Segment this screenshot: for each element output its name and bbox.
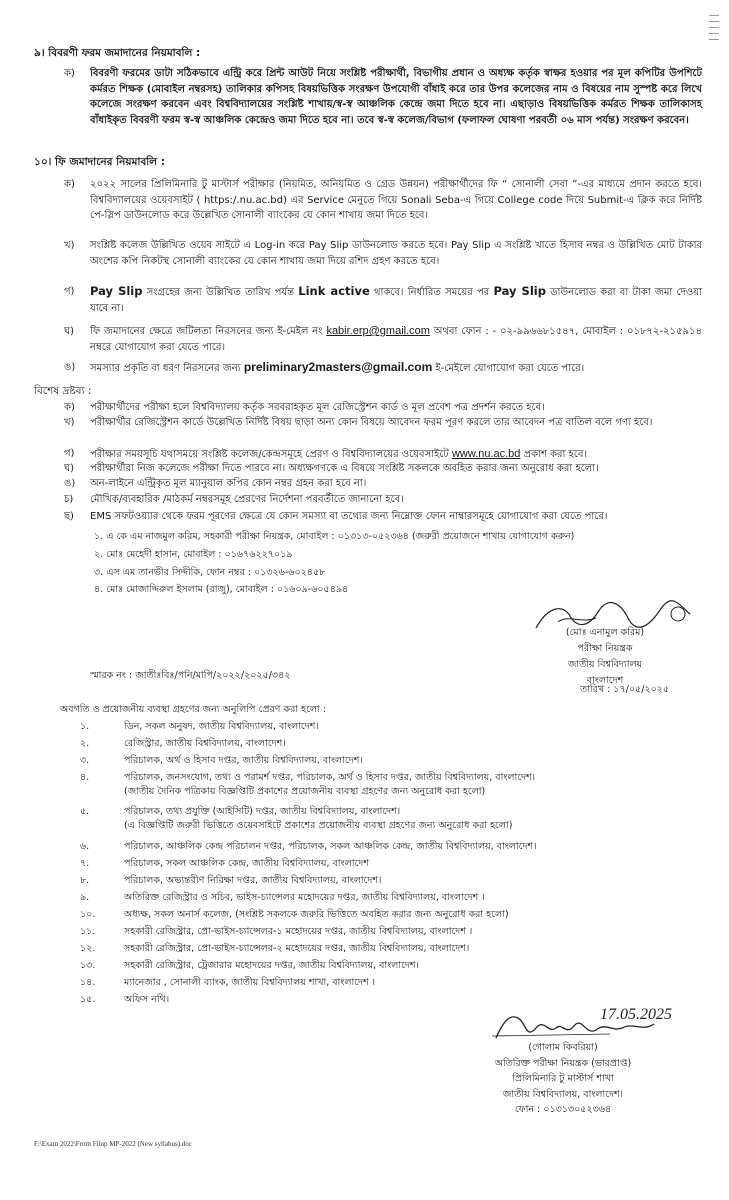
item-text: বিবরণী ফরমের ডাটা সঠিকভাবে এন্ট্রি করে প্রিন্ট আউট নিয়ে সংশ্লিষ্ট পরীক্ষার্থী, বিভাগীয় প্রধান ও অধ্যক্ষ কর্তৃক স্বাক্ষর হওয়ার পর মূল কপিটির উপশিটে কর্মরত শিক্ষক (মোবাইল নম্বরসহ) তালিকার কপিসহ বিষয়ভিত্তিক সংরক্ষণ উপযোগী বাঁধাই করে তার উপর কলেজের নাম ও বিষয়ের নাম সুস্পষ্ট করে লিখে কলেজে সংরক্ষণ করবেন এবং বিশ্ববিদ্যালয়ের সংশ্লিষ্ট শাখায়/স্ব-স্ব আঞ্চলিক কেন্দ্রে জমা দিতে হবে না। এছাড়াও বিষয়ভিত্তিক কর্মরত শিক্ষক তালিকাসহ বাঁধাইকৃত বিবরণী ফরম স্ব-স্ব আঞ্চলিক কেন্দ্রেও জমা দিতে হবে না। তবে স্ব-স্ব কলেজ/বিভাগ (ফলাফল ঘোষণা পরবর্তী ০৬ মাস পর্যন্ত) সংরক্ষণ করবেন। <box>90 68 702 126</box>
item-text: পরিচালক, তথ্য প্রযুক্তি (আইসিটি) দপ্তর, জাতীয় বিশ্ববিদ্যালয়, বাংলাদেশ। <box>124 806 401 817</box>
recipient-item <box>80 942 704 956</box>
item-marker: ঘ) <box>64 326 75 337</box>
item-marker: ৫. <box>80 806 90 817</box>
item-text: ম্যানেজার , সোনালী ব্যাংক, জাতীয় বিশ্ববিদ্যালয় শাখা, বাংলাদেশ । <box>124 977 376 988</box>
item-text: প্রকাশ করা হবে। <box>520 449 588 460</box>
recipient-item <box>80 891 704 905</box>
item-text: সংশ্লিষ্ট কলেজ উল্লিখিত ওয়েব সাইটে এ Log-in করে Pay Slip ডাউনলোড করতে হবে। Pay Slip এ সংশ্লিষ্ট খাতে হিসাব নম্বর ও উল্লিখিত মোট টাকার অংশের কপি নিকটস্থ সোনালী ব্যাংকের যে কোন শাখায় জমা দিয়ে রশিদ গ্রহণ করতে হবে। <box>90 240 702 267</box>
signer-name: (গোলাম কিবরিয়া) <box>528 1042 598 1053</box>
recipient-item <box>80 805 704 832</box>
section-10-item-ng <box>64 360 702 377</box>
item-text: পরীক্ষার্থীর রেজিস্ট্রেশন কার্ডে উল্লেখিত নির্দিষ্ট বিষয় ছাড়া অন্য কোন বিষয়ে আবেদন ফরম পূরণ করলে তার আবেদন পত্র বাতিল বলে গণ্য হবে। <box>90 417 653 428</box>
recipient-item <box>80 959 704 973</box>
item-marker: ছ) <box>64 511 74 522</box>
signature-block-additional-controller <box>468 1040 658 1118</box>
note-item <box>64 401 700 415</box>
pay-slip-text: Pay Slip <box>493 284 546 298</box>
item-text: সহকারী রেজিস্ট্রার, ট্রেজারার মহোদয়ের দপ্তর, জাতীয় বিশ্ববিদ্যালয়, বাংলাদেশ। <box>124 960 419 971</box>
item-marker: ক) <box>64 68 75 79</box>
item-text: ২০২২ সালের প্রিলিমিনারি টু মাস্টার্স পরীক্ষার (নিয়মিত, অনিয়মিত ও গ্রেড উন্নয়ন) পরীক্ষার্থীদের ফি “ সোনালী সেবা ”-এর মাধ্যমে প্রদান করতে হবে। বিশ্ববিদ্যালয়ের ওয়েবসাইট ( https:/.nu.ac.bd) এর Service মেনুতে গিয়ে Sonali Seba-এ গিয়ে College code দিয়ে Submit-এ ক্লিক করে নির্দিষ্ট পে-স্লিপ ডাউনলোড করে উল্লেখিত সোনালী ব্যাংকের যে কোন শাখায় জমা দিতে হবে। <box>90 179 702 221</box>
section-10-item-k <box>64 177 702 224</box>
item-text: সহকারী রেজিস্ট্রার, প্রো-ভাইস-চ্যান্সেলর-১ মহোদয়ের দপ্তর, জাতীয় বিশ্ববিদ্যালয়, বাংলাদেশ । <box>124 926 473 937</box>
signature-block-controller <box>505 625 705 689</box>
note-item <box>64 462 700 476</box>
section-10-item-g <box>64 284 703 316</box>
recipient-item <box>80 993 704 1007</box>
contact-line: ৩. এস এম তানভীর সিদ্দীকি, ফোন নম্বর : ০১৩২৬-৬০২৪৫৮ <box>94 567 326 578</box>
memo-intro: অবগতি ও প্রয়োজনীয় ব্যবস্থা গ্রহণের জন্য অনুলিপি প্রেরণ করা হলো : <box>60 704 326 715</box>
recipient-item <box>80 840 704 854</box>
item-text: পরীক্ষার্থীদের পরীক্ষা হলে বিশ্ববিদ্যালয় কর্তৃক সরবরাহকৃত মূল রেজিস্ট্রেশন কার্ড ও মূল প্রবেশ পত্র প্রদর্শন করতে হবে। <box>90 402 545 413</box>
pay-slip-text: Pay Slip <box>90 284 143 298</box>
item-marker: ৮. <box>80 875 90 886</box>
item-marker: ৬. <box>80 841 90 852</box>
note-item <box>64 493 700 507</box>
item-text: পরিচালক, অভ্যন্তরীণ নিরিক্ষা দপ্তর, জাতীয় বিশ্ববিদ্যালয়, বাংলাদেশ। <box>124 875 382 886</box>
item-marker: ৪. <box>80 772 90 783</box>
recipient-item <box>80 874 704 888</box>
recipient-item <box>80 857 704 871</box>
item-marker: ২. <box>80 738 90 749</box>
item-marker: ১১. <box>80 926 96 937</box>
problem-email-link[interactable]: preliminary2masters@gmail.com <box>243 360 433 374</box>
note-item <box>64 477 700 491</box>
item-marker: ১৫. <box>80 994 96 1005</box>
signer-phone: ফোন : ০১৩১৩০৫২৩৬৪ <box>514 1104 612 1115</box>
item-marker: খ) <box>64 417 75 428</box>
signer-title: পরীক্ষা নিয়ন্ত্রক <box>577 643 633 654</box>
item-marker: ১৩. <box>80 960 96 971</box>
note-item <box>64 447 700 462</box>
section-10-item-kh <box>64 238 702 269</box>
website-link[interactable]: www.nu.ac.bd <box>451 448 521 460</box>
item-marker: ঙ) <box>64 478 76 489</box>
memo-reference: স্মারক নং : জাতীঃবিঃ/পনি/মাপি/২০২২/২০২৫/৩৪২ <box>90 670 291 681</box>
item-text: ডাউনলোড করা বা টাকা জমা দেওয়া যাবে না। <box>90 287 703 314</box>
item-marker: ৩. <box>80 755 90 766</box>
item-text: পরিচালক, জনসংযোগ, তথ্য ও পরামর্শ দপ্তর, পরিচালক, অর্থ ও হিসাব দপ্তর, জাতীয় বিশ্ববিদ্যালয়, বাংলাদেশ। <box>124 772 536 783</box>
item-text: সমস্যার প্রকৃতি বা ধরণ নিরসনের জন্য <box>90 363 244 374</box>
item-marker: গ) <box>64 448 75 459</box>
item-text: অথবা ফোন : - ০২-৯৯৬৬৮১৫৪৭, মোবাইল : ০১৮৭২-২১৫৯১৪ নম্বরে যোগাযোগ করা যেতে পারে। <box>90 326 703 353</box>
note-item <box>64 510 700 524</box>
section-10-item-gh <box>64 324 703 355</box>
item-text: EMS সফটওয়্যার থেকে ফরম পূরণের ক্ষেত্রে যে কোন সমস্যা বা তথ্যের জন্য নিম্নোক্ত ফোন নাম্বারসমূহে যোগাযোগ করা যেতে পারে। <box>90 511 608 522</box>
contact-line: ৪. মোঃ মোজাদ্দিরুল ইসলাম (রাজু), মোবাইল : ০১৬০৯-৬০৫৪৯৪ <box>94 584 349 595</box>
scan-edge-marks <box>705 10 721 50</box>
signer-title: অতিরিক্ত পরীক্ষা নিয়ন্ত্রক (ভারপ্রাপ্ত) <box>494 1057 632 1069</box>
item-text: মৌখিক/ব্যবহারিক /মাঠকর্ম নম্বরসমূহ প্রেরণের নির্দেশনা পরবর্তীতে জানানো হবে। <box>90 494 404 505</box>
item-marker: চ) <box>64 494 74 505</box>
note-item <box>64 416 700 430</box>
item-marker: গ) <box>64 286 75 297</box>
link-active-text: Link active <box>298 284 370 298</box>
recipient-item <box>80 976 704 990</box>
item-marker: ১০. <box>80 909 96 920</box>
item-text: পরিচালক, সকল আঞ্চলিক কেন্দ্র, জাতীয় বিশ্ববিদ্যালয়, বাংলাদেশ <box>124 858 369 869</box>
contact-line: ২. মোঃ মেহেদী হাসান, মোবাইল : ০১৬৭৬২২৭০১৯ <box>94 549 293 560</box>
item-marker: ১৪. <box>80 977 96 988</box>
item-text: ই-মেইলে যোগাযোগ করা যেতে পারে। <box>432 363 585 374</box>
item-marker: ১. <box>80 721 90 732</box>
section-9-item-k <box>64 66 702 128</box>
recipient-item <box>80 754 704 768</box>
item-text: সহকারী রেজিস্ট্রার, প্রো-ভাইস-চ্যান্সেলর-২ মহোদয়ের দপ্তর, জাতীয় বিশ্ববিদ্যালয়, বাংলাদেশ। <box>124 943 470 954</box>
item-text: অন-লাইনে এন্ট্রিকৃত মূল ম্যানুয়াল কপির কোন নম্বর গ্রহন করা হবে না। <box>90 478 367 489</box>
item-text: পরিচালক, আঞ্চলিক কেন্দ্র পরিচালন দপ্তর, পরিচালক, সকল আঞ্চলিক কেন্দ্র, জাতীয় বিশ্ববিদ্যালয়, বাংলাদেশ। <box>124 841 537 852</box>
special-notes-heading: বিশেষ দ্রষ্টব্য : <box>34 385 92 397</box>
item-text: অফিস নথি। <box>124 994 170 1005</box>
item-marker: ৯. <box>80 892 90 903</box>
section-10-heading: ১০। ফি জমাদানের নিয়মাবলি : <box>34 156 165 168</box>
item-marker: ক) <box>64 179 75 190</box>
item-text: সংগ্রহের জন্য উল্লিখিত তারিখ পর্যন্ত <box>142 287 299 298</box>
handwritten-date: 17.05.2025 <box>600 1006 672 1023</box>
item-text: অতিরিক্ত রেজিস্ট্রার ও সচিব, ভাইস-চ্যান্সেলর মহোদয়ের দপ্তর, জাতীয় বিশ্ববিদ্যালয়, বাংলাদেশ । <box>124 892 485 903</box>
item-marker: ১২. <box>80 943 96 954</box>
recipient-item <box>80 908 704 922</box>
item-marker: ঘ) <box>64 463 75 474</box>
item-marker: ক) <box>64 402 75 413</box>
item-marker: ৭. <box>80 858 90 869</box>
recipient-item <box>80 737 704 751</box>
item-text: পরীক্ষার্থীরা নিজ কলেজে পরীক্ষা দিতে পারবে না। অধ্যক্ষগণকে এ বিষয়ে সংশ্লিষ্ট সকলকে অবহিত করার জন্য অনুরোধ করা হলো। <box>90 463 599 474</box>
item-text: থাকবে। নির্ধারিত সময়ের পর <box>369 287 494 298</box>
file-path-footer: F:\Exam 2022\From Filup MP-2022 (New syllabus).doc <box>34 1140 192 1148</box>
item-text: পরিচালক, অর্থ ও হিসাব দপ্তর, জাতীয় বিশ্ববিদ্যালয়, বাংলাদেশ। <box>124 755 363 766</box>
signer-branch: প্রিলিমিনারি টু মাস্টার্স শাখা <box>512 1073 614 1084</box>
item-text: ডিন, সকল অনুষদ, জাতীয় বিশ্ববিদ্যালয়, বাংলাদেশ। <box>124 721 319 732</box>
section-9-heading: ৯। বিবরণী ফরম জমাদানের নিয়মাবলি : <box>34 47 201 59</box>
item-subtext: (এ বিজ্ঞপ্তিটি জরুরী ভিত্তিতে ওয়েবসাইটে প্রকাশের প্রয়োজনীয় ব্যবস্থা গ্রহণের জন্য অনুরোধ করা হলো) <box>124 819 513 831</box>
signer-country: বাংলাদেশ <box>586 675 624 686</box>
signer-org: জাতীয় বিশ্ববিদ্যালয় <box>567 659 643 670</box>
recipient-item <box>80 720 704 734</box>
support-email-link[interactable]: kabir.erp@gmail.com <box>326 325 430 337</box>
item-marker: খ) <box>64 240 75 251</box>
contact-line: ১. এ কে এম নাজমুল করিম, সহকারী পরীক্ষা নিয়ন্ত্রক, মোবাইল : ০১৩১৩-০৫২৩৬৪ (জরুরী প্রয়োজনে শাখায় যোগাযোগ করুন) <box>94 531 575 542</box>
item-subtext: (জাতীয় দৈনিক পত্রিকায় বিজ্ঞপ্তিটি প্রকাশের প্রয়োজনীয় ব্যবস্থা গ্রহণের জন্য অনুরোধ করা হলো) <box>124 785 486 797</box>
signer-org: জাতীয় বিশ্ববিদ্যালয়, বাংলাদেশ। <box>502 1088 624 1100</box>
signer-name: (মোঃ এনামুল করিম) <box>565 627 645 638</box>
item-text: পরীক্ষার সময়সূচি যথাসময়ে সংশ্লিষ্ট কলেজ/কেন্দ্রসমূহে প্রেরণ ও বিশ্ববিদ্যালয়ের ওয়েবসাইটে <box>90 449 452 460</box>
item-text: অধ্যক্ষ, সকল অনার্স কলেজ, (সংশ্লিষ্ট সকলকে জরুরি ভিত্তিতে অবহিত করার জন্য অনুরোধ করা হলো) <box>124 909 509 920</box>
recipient-item <box>80 925 704 939</box>
item-marker: ঙ) <box>64 362 76 373</box>
item-text: ফি জমাদানের ক্ষেত্রে জটিলতা নিরসনের জন্য ই-মেইল নং <box>90 326 327 337</box>
recipient-item <box>80 771 704 798</box>
memo-date: তারিখ : ১৭/০৫/২০২৫ <box>580 684 670 695</box>
item-text: রেজিস্ট্রার, জাতীয় বিশ্ববিদ্যালয়, বাংলাদেশ। <box>124 738 286 749</box>
